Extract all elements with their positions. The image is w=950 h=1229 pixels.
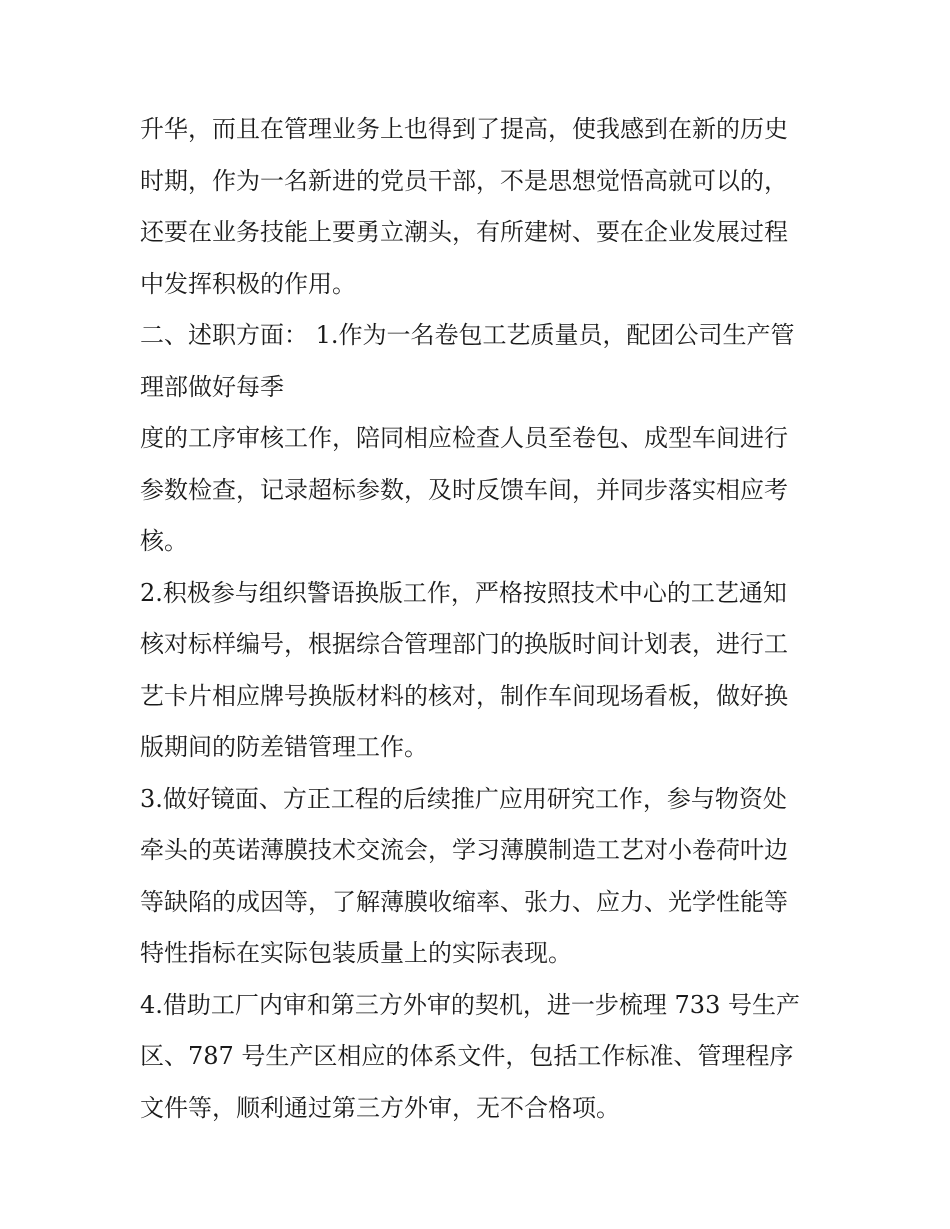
text-line: 艺卡片相应牌号换版材料的核对，制作车间现场看板，做好换	[140, 681, 788, 710]
text-line: 特性指标在实际包装质量上的实际表现。	[140, 939, 572, 967]
text-line: 升华，而且在管理业务上也得到了提高，使我感到在新的历史	[140, 115, 788, 143]
text-line: 牵头的英诺薄膜技术交流会，学习薄膜制造工艺对小卷荷叶边	[140, 836, 788, 864]
document-body	[140, 104, 820, 1134]
text-line: 区、787 号生产区相应的体系文件，包括工作标准、管理程序	[140, 1042, 794, 1070]
text-line: 还要在业务技能上要勇立潮头，有所建树、要在企业发展过程	[140, 218, 788, 246]
text-line: 时期，作为一名新进的党员干部，不是思想觉悟高就可以的，	[140, 166, 788, 195]
text-line: 中发挥积极的作用。	[140, 269, 356, 298]
text-line: 3.做好镜面、方正工程的后续推广应用研究工作，参与物资处	[140, 784, 787, 813]
text-line: 核。	[140, 527, 188, 555]
text-line: 4.借助工厂内审和第三方外审的契机，进一步梳理 733 号生产	[140, 990, 800, 1019]
text-line: 版期间的防差错管理工作。	[140, 733, 428, 761]
text-line: 度的工序审核工作，陪同相应检查人员至卷包、成型车间进行	[140, 424, 788, 452]
text-line: 文件等，顺利通过第三方外审，无不合格项。	[140, 1093, 620, 1122]
text-line: 参数检查，记录超标参数，及时反馈车间，并同步落实相应考	[140, 475, 788, 504]
text-line: 核对标样编号，根据综合管理部门的换版时间计划表，进行工	[140, 630, 788, 658]
text-line: 等缺陷的成因等，了解薄膜收缩率、张力、应力、光学性能等	[140, 887, 788, 916]
text-line: 二、述职方面： 1.作为一名卷包工艺质量员，配团公司生产管	[140, 321, 795, 349]
text-line: 2.积极参与组织警语换版工作，严格按照技术中心的工艺通知	[140, 578, 787, 607]
text-line: 理部做好每季	[140, 372, 284, 401]
